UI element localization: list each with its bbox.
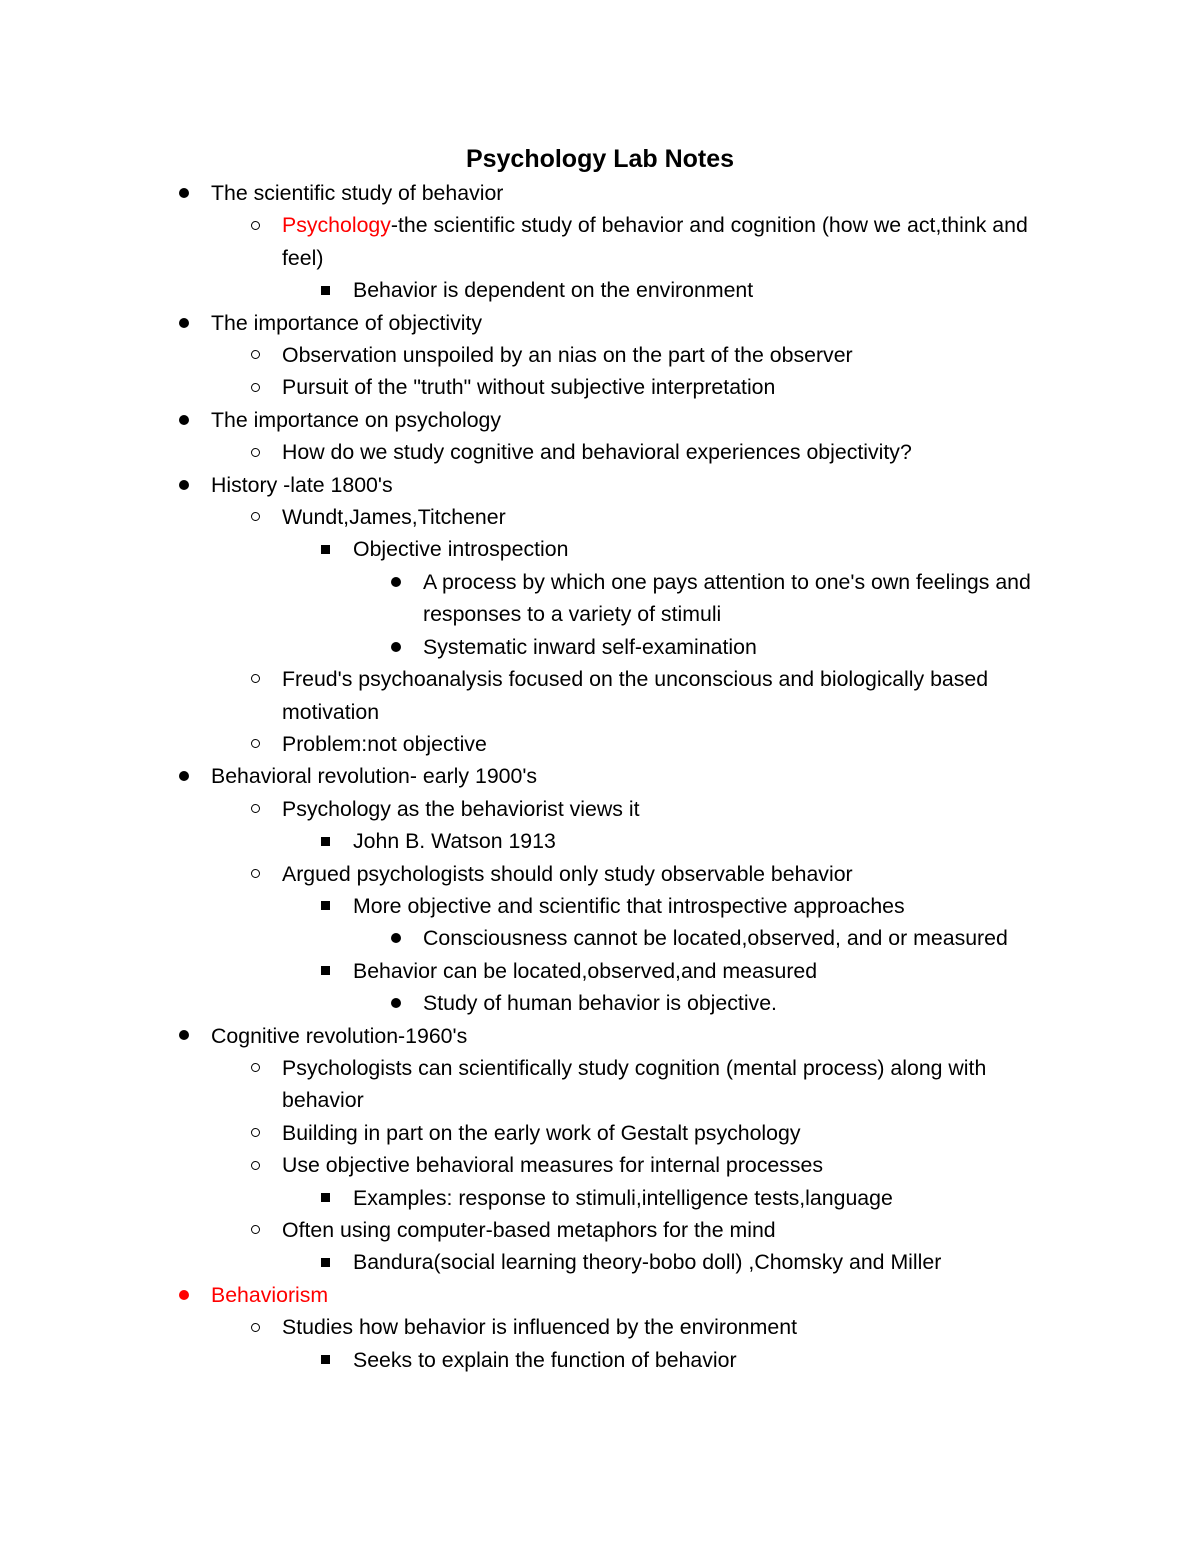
list-item-text: Building in part on the early work of Gestalt psychology <box>282 1120 801 1145</box>
list-item-text: The importance on psychology <box>211 407 502 432</box>
list-item <box>0 1117 1200 1149</box>
list-item <box>0 955 1200 987</box>
list-item <box>0 1052 1200 1117</box>
list-item <box>0 922 1200 954</box>
list-item <box>0 663 1200 728</box>
list-item-text: Study of human behavior is objective. <box>423 991 777 1016</box>
list-item-text: Systematic inward self-examination <box>423 634 757 659</box>
bullet-dot-icon <box>389 987 403 1019</box>
list-item-text: Observation unspoiled by an nias on the part of the observer <box>282 343 853 368</box>
list-item <box>0 793 1200 825</box>
page-title: Psychology Lab Notes <box>465 145 735 173</box>
list-item <box>0 371 1200 403</box>
bullet-circle-icon <box>248 1052 262 1084</box>
bullet-circle-icon <box>248 501 262 533</box>
highlighted-term: Psychology <box>282 213 391 238</box>
list-item-text: Studies how behavior is influenced by the environment <box>282 1315 797 1340</box>
bullet-circle-icon <box>248 436 262 468</box>
list-item-text: -the scientific study of behavior and cognition (how we act,think and feel) <box>282 213 1028 270</box>
list-item <box>0 1344 1200 1376</box>
bullet-square-icon <box>318 1182 332 1214</box>
list-item-text: Consciousness cannot be located,observed, and or measured <box>423 926 1008 951</box>
list-item <box>0 1214 1200 1246</box>
bullet-square-icon <box>318 1246 332 1278</box>
list-item <box>0 760 1200 792</box>
list-item-text: Problem:not objective <box>282 731 487 756</box>
bullet-circle-icon <box>248 1149 262 1181</box>
list-item-text: Behavior is dependent on the environment <box>353 278 754 303</box>
list-item-text: Behavior can be located,observed,and measured <box>353 958 818 983</box>
bullet-dot-icon <box>177 307 191 339</box>
list-item <box>0 728 1200 760</box>
list-item-text: Pursuit of the "truth" without subjective interpretation <box>282 375 776 400</box>
list-item-text: More objective and scientific that introspective approaches <box>353 893 905 918</box>
bullet-dot-icon <box>389 922 403 954</box>
list-item-text: Wundt,James,Titchener <box>282 505 506 530</box>
list-item-text: Psychology as the behaviorist views it <box>282 796 640 821</box>
list-item-text: History -late 1800's <box>211 472 393 497</box>
bullet-dot-icon <box>177 1279 191 1311</box>
bullet-dot-icon <box>389 566 403 598</box>
bullet-dot-icon <box>177 404 191 436</box>
bullet-circle-icon <box>248 793 262 825</box>
list-item <box>0 274 1200 306</box>
list-item-text: Objective introspection <box>353 537 569 562</box>
list-item <box>0 1182 1200 1214</box>
bullet-dot-icon <box>177 1020 191 1052</box>
bullet-square-icon <box>318 890 332 922</box>
list-item <box>0 1279 1200 1311</box>
bullet-square-icon <box>318 274 332 306</box>
bullet-circle-icon <box>248 1214 262 1246</box>
list-item-text: Behaviorism <box>211 1282 329 1307</box>
bullet-circle-icon <box>248 209 262 241</box>
bullet-circle-icon <box>248 1311 262 1343</box>
bullet-circle-icon <box>248 371 262 403</box>
list-item-text: How do we study cognitive and behavioral experiences objectivity? <box>282 440 912 465</box>
bullet-dot-icon <box>389 631 403 663</box>
list-item-text: Cognitive revolution-1960's <box>211 1023 468 1048</box>
list-item <box>0 1149 1200 1181</box>
list-item-text: Argued psychologists should only study observable behavior <box>282 861 853 886</box>
list-item <box>0 1020 1200 1052</box>
list-item <box>0 436 1200 468</box>
list-item <box>0 469 1200 501</box>
bullet-circle-icon <box>248 728 262 760</box>
list-item-text: John B. Watson 1913 <box>353 829 556 854</box>
list-item <box>0 533 1200 565</box>
bullet-circle-icon <box>248 339 262 371</box>
list-item <box>0 501 1200 533</box>
list-item <box>0 307 1200 339</box>
bullet-circle-icon <box>248 1117 262 1149</box>
bullet-circle-icon <box>248 663 262 695</box>
list-item <box>0 987 1200 1019</box>
bullet-dot-icon <box>177 760 191 792</box>
list-item-text: Freud's psychoanalysis focused on the unconscious and biologically based motivation <box>282 667 989 724</box>
list-item-text: Often using computer-based metaphors for the mind <box>282 1218 776 1242</box>
bullet-square-icon <box>318 825 332 857</box>
list-item-text: Seeks to explain the function of behavior <box>353 1347 737 1372</box>
list-item-text: Bandura(social learning theory-bobo doll) ,Chomsky and Miller <box>353 1250 942 1275</box>
list-item <box>0 339 1200 371</box>
list-item <box>0 890 1200 922</box>
bullet-square-icon <box>318 955 332 987</box>
bullet-square-icon <box>318 533 332 565</box>
list-item <box>0 1311 1200 1343</box>
list-item-text: Psychologists can scientifically study cognition (mental process) along with behavior <box>282 1055 987 1113</box>
list-item-text: Examples: response to stimuli,intelligence tests,language <box>353 1185 893 1210</box>
list-item <box>0 1246 1200 1278</box>
list-item-text: The importance of objectivity <box>211 310 483 335</box>
list-item <box>0 566 1200 631</box>
list-item-text: Behavioral revolution- early 1900's <box>211 764 538 789</box>
list-item <box>0 209 1200 274</box>
bullet-dot-icon <box>177 469 191 501</box>
bullet-circle-icon <box>248 858 262 890</box>
list-item <box>0 825 1200 857</box>
list-item <box>0 177 1200 209</box>
bullet-dot-icon <box>177 177 191 209</box>
bullet-square-icon <box>318 1344 332 1376</box>
list-item <box>0 631 1200 663</box>
list-item-text: Use objective behavioral measures for internal processes <box>282 1153 823 1178</box>
list-item-text: The scientific study of behavior <box>211 181 504 205</box>
notes-outline <box>0 177 1200 1376</box>
list-item <box>0 404 1200 436</box>
list-item <box>0 858 1200 890</box>
list-item-text: A process by which one pays attention to one's own feelings and responses to a variety of stimuli <box>423 569 1031 627</box>
